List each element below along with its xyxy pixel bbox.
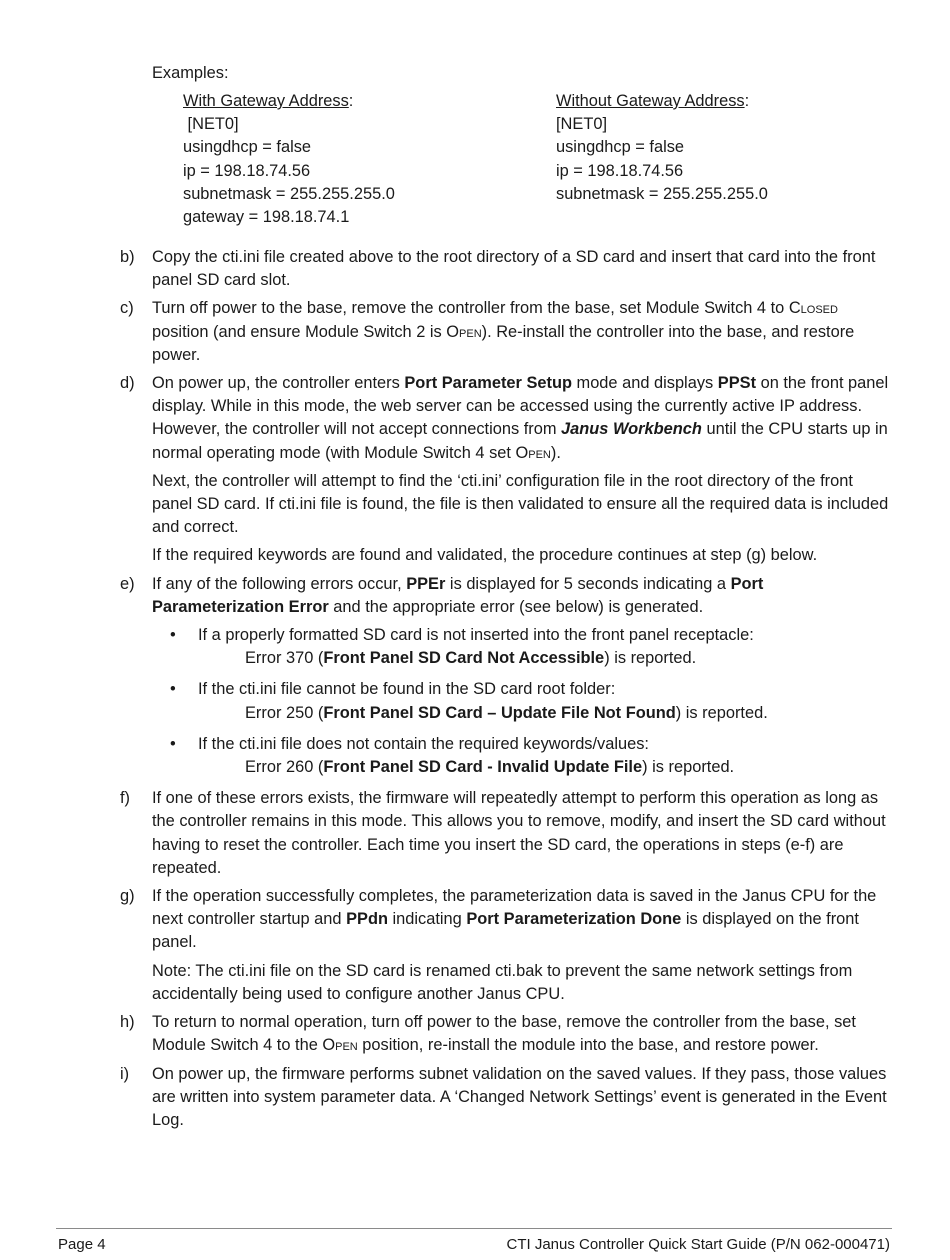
- footer-divider: [56, 1228, 892, 1229]
- step-letter: g): [120, 887, 135, 906]
- config-line: subnetmask = 255.255.255.0: [556, 184, 768, 203]
- list-item: • If the cti.ini file cannot be found in the SD card root folder: Error 250 (Front Panel SD Card – Update File Not Found) is reported.: [152, 678, 890, 724]
- with-gateway-header: With Gateway Address: [183, 92, 349, 110]
- error-list: [152, 624, 890, 779]
- error-message: Error 250 (Front Panel SD Card – Update File Not Found) is reported.: [245, 703, 768, 722]
- step-text: If any of the following errors occur, PPEr is displayed for 5 seconds indicating a Port Parameterization Error and the appropriate error (see below) is generated.: [152, 574, 764, 616]
- error-message: Error 370 (Front Panel SD Card Not Accessible) is reported.: [245, 649, 697, 668]
- step-note: Note: The cti.ini file on the SD card is renamed cti.bak to prevent the same network settings from accidentally being used to configure another Janus CPU.: [152, 961, 853, 1003]
- config-line: [NET0]: [556, 115, 608, 134]
- step-text: Copy the cti.ini file created above to the root directory of a SD card and insert that card into the front panel SD card slot.: [152, 248, 876, 290]
- bullet-icon: •: [170, 626, 176, 645]
- step-c: [120, 297, 890, 367]
- step-letter: h): [120, 1013, 135, 1032]
- page-number: Page 4: [58, 1236, 106, 1253]
- examples-label: Examples:: [152, 64, 229, 82]
- step-text: Turn off power to the base, remove the controller from the base, set Module Switch 4 to Closed position (and ensure Module Switch 2 is Open). Re-install the controller into the base, and restore power.: [152, 299, 855, 364]
- step-i: [120, 1063, 890, 1133]
- step-letter: b): [120, 248, 135, 266]
- step-d: [120, 372, 890, 568]
- config-line: gateway = 198.18.74.1: [183, 208, 350, 227]
- step-text: On power up, the controller enters Port Parameter Setup mode and displays PPSt on the front panel display. While in this mode, the web server can be accessed using the currently active IP address. However, the controller will not accept connections from Janus Workbench until the CPU starts up in normal operating mode (with Module Switch 4 set Open).: [152, 374, 889, 462]
- step-letter: d): [120, 374, 135, 393]
- document-title: CTI Janus Controller Quick Start Guide (P/N 062-000471): [506, 1236, 890, 1253]
- step-paragraph: Next, the controller will attempt to find the ‘cti.ini’ configuration file in the root directory of the front panel SD card. If cti.ini file is found, the file is then validated to ensure all the required data is included and correct.: [152, 471, 889, 537]
- step-text: If one of these errors exists, the firmware will repeatedly attempt to perform this operation as long as the controller remains in this mode. This allows you to remove, modify, and insert the SD card without having to reset the controller. Each time you insert the SD card, the operations in steps (e-f) are repeated.: [152, 789, 886, 877]
- list-item: • If the cti.ini file does not contain the required keywords/values: Error 260 (Front Panel SD Card - Invalid Update File) is reported.: [152, 733, 890, 779]
- with-gateway-example: With Gateway Address: [NET0] usingdhcp = false ip = 198.18.74.56 subnetmask = 255.255.255.0 gateway = 198.18.74.1: [183, 90, 395, 229]
- step-h: [120, 1011, 890, 1057]
- step-letter: c): [120, 299, 134, 318]
- step-e: [120, 573, 890, 780]
- step-letter: f): [120, 789, 131, 808]
- step-letter: e): [120, 574, 135, 593]
- step-paragraph: If the required keywords are found and validated, the procedure continues at step (g) below.: [152, 546, 818, 565]
- procedure-steps: [120, 246, 890, 1137]
- step-text: To return to normal operation, turn off power to the base, remove the controller from the base, set Module Switch 4 to the Open position, re-install the module into the base, and restore power.: [152, 1013, 856, 1055]
- bullet-icon: •: [170, 734, 176, 753]
- config-line: ip = 198.18.74.56: [556, 161, 684, 180]
- bullet-icon: •: [170, 680, 176, 699]
- config-line: subnetmask = 255.255.255.0: [183, 184, 395, 203]
- without-gateway-example: Without Gateway Address: [NET0] usingdhcp = false ip = 198.18.74.56 subnetmask = 255.255.255.0: [556, 90, 768, 206]
- without-gateway-header: Without Gateway Address: [556, 92, 745, 110]
- config-line: [NET0]: [183, 115, 239, 134]
- step-text: On power up, the firmware performs subnet validation on the saved values. If they pass, those values are written into system parameter data. A ‘Changed Network Settings’ event is generated in the Event Log.: [152, 1064, 887, 1129]
- config-line: ip = 198.18.74.56: [183, 161, 311, 180]
- step-f: [120, 787, 890, 880]
- list-item: • If a properly formatted SD card is not inserted into the front panel receptacle: Error 370 (Front Panel SD Card Not Accessible) is reported.: [152, 624, 890, 670]
- step-b: [120, 246, 890, 292]
- config-line: usingdhcp = false: [183, 138, 312, 157]
- config-line: usingdhcp = false: [556, 138, 685, 157]
- error-message: Error 260 (Front Panel SD Card - Invalid Update File) is reported.: [245, 758, 735, 777]
- step-text: If the operation successfully completes, the parameterization data is saved in the Janus CPU for the next controller startup and PPdn indicating Port Parameterization Done is displayed on the front panel.: [152, 887, 877, 952]
- step-letter: i): [120, 1064, 130, 1083]
- step-g: [120, 885, 890, 1006]
